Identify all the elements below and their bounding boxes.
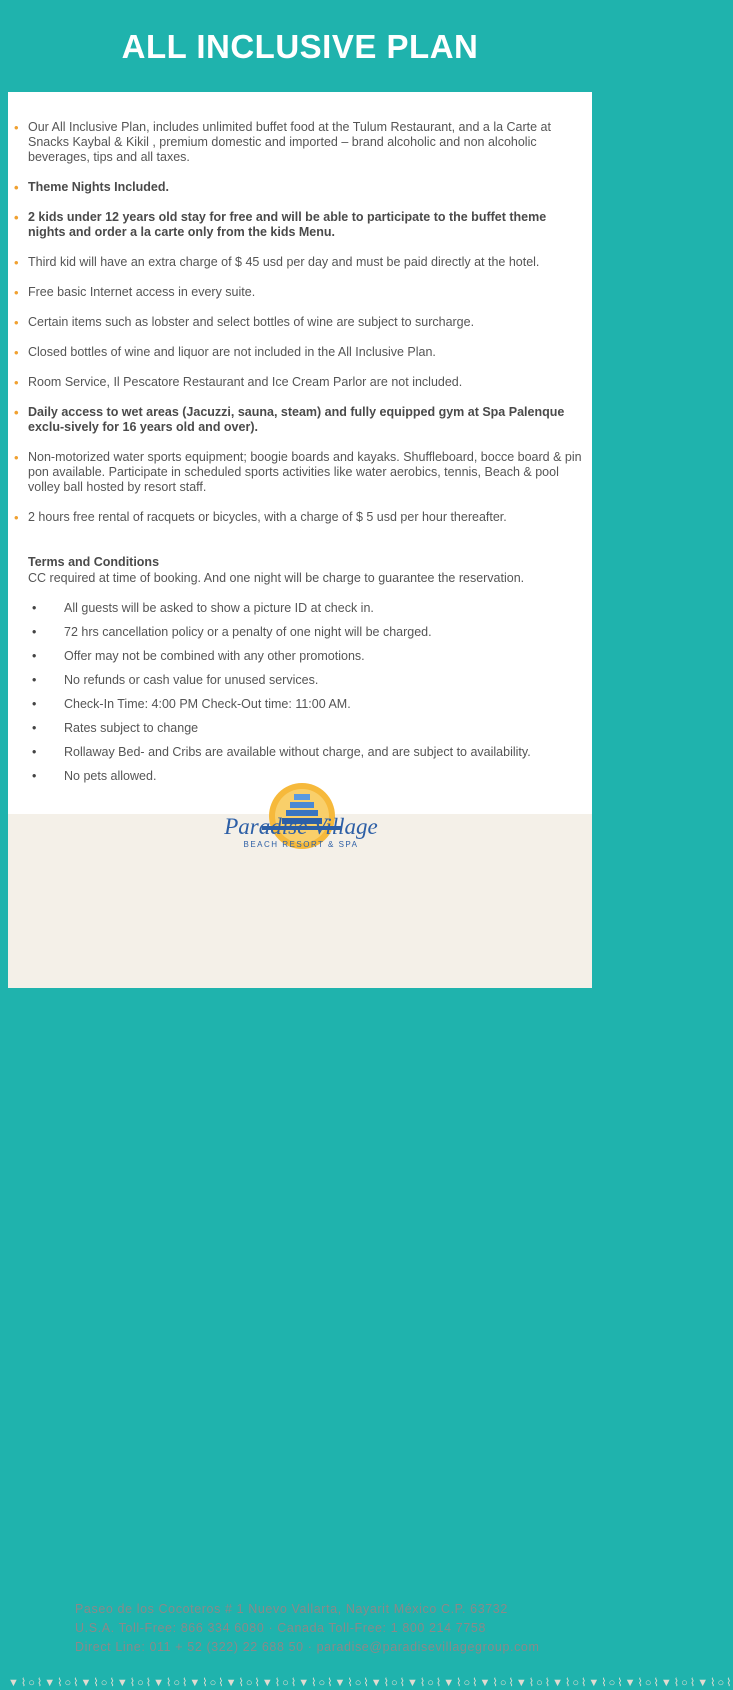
decorative-pattern: ▼⌇○⌇▼⌇○⌇▼⌇○⌇▼⌇○⌇▼⌇○⌇▼⌇○⌇▼⌇○⌇▼⌇○⌇▼⌇○⌇▼⌇○⌇▼⌇○⌇▼⌇○⌇▼⌇○⌇▼⌇○⌇▼⌇○⌇▼⌇○⌇▼⌇○⌇▼⌇○⌇▼⌇○⌇▼⌇○⌇	[8, 1677, 733, 1689]
plan-features-list	[8, 120, 592, 540]
bullet-icon: •	[14, 315, 19, 330]
direct-line: Direct Line: 011 + 52 (322) 22 688 50 · paradise@paradisevillagegroup.com	[75, 1640, 540, 1654]
plan-feature-item	[8, 345, 592, 360]
plan-feature-text: 2 kids under 12 years old stay for free and will be able to participate to the buffet theme nights and order a la carte only from the kids Menu.	[28, 210, 547, 239]
terms-item-text: Offer may not be combined with any other promotions.	[64, 649, 365, 663]
bullet-icon: •	[14, 510, 19, 525]
terms-item-text: Rollaway Bed- and Cribs are available without charge, and are subject to availability.	[64, 745, 531, 759]
bullet-icon: •	[32, 745, 37, 759]
plan-feature-item	[8, 510, 592, 525]
bullet-icon: •	[32, 649, 37, 663]
terms-item-text: No pets allowed.	[64, 769, 157, 783]
terms-item	[8, 744, 592, 768]
bullet-icon: •	[14, 180, 19, 195]
bullet-icon: •	[14, 210, 19, 225]
plan-feature-text: Room Service, Il Pescatore Restaurant and Ice Cream Parlor are not included.	[28, 375, 463, 389]
terms-item-text: 72 hrs cancellation policy or a penalty of one night will be charged.	[64, 625, 432, 639]
bullet-icon: •	[32, 721, 37, 735]
terms-intro: CC required at time of booking. And one night will be charge to guarantee the reservation.	[28, 571, 525, 585]
terms-section	[28, 554, 588, 586]
contact-block	[75, 1600, 585, 1657]
plan-feature-text: 2 hours free rental of racquets or bicycles, with a charge of $ 5 usd per hour thereafter.	[28, 510, 507, 524]
plan-feature-text: Daily access to wet areas (Jacuzzi, sauna, steam) and fully equipped gym at Spa Palenque exclu-sively for 16 years old and over).	[28, 405, 565, 434]
plan-feature-item	[8, 315, 592, 330]
terms-heading: Terms and Conditions	[28, 555, 160, 569]
terms-item	[8, 648, 592, 672]
bullet-icon: •	[14, 120, 19, 135]
bullet-icon: •	[14, 450, 19, 465]
bullet-icon: •	[14, 375, 19, 390]
terms-list	[8, 600, 592, 792]
terms-item	[8, 696, 592, 720]
terms-item	[8, 672, 592, 696]
plan-feature-item	[8, 375, 592, 390]
address-line: Paseo de los Cocoteros # 1 Nuevo Vallarta, Nayarit México C.P. 63732	[75, 1602, 508, 1616]
plan-feature-item	[8, 450, 592, 495]
terms-item-text: Check-In Time: 4:00 PM Check-Out time: 11:00 AM.	[64, 697, 351, 711]
bullet-icon: •	[14, 345, 19, 360]
brand-tagline: BEACH RESORT & SPA	[243, 840, 359, 849]
header-banner	[0, 0, 600, 92]
plan-feature-item	[8, 120, 592, 165]
bullet-icon: •	[32, 769, 37, 783]
bullet-icon: •	[14, 405, 19, 420]
plan-feature-text: Closed bottles of wine and liquor are not included in the All Inclusive Plan.	[28, 345, 436, 359]
page-title: ALL INCLUSIVE PLAN	[121, 28, 479, 65]
terms-item-text: Rates subject to change	[64, 721, 199, 735]
content-card	[8, 92, 733, 1689]
terms-item	[8, 720, 592, 744]
terms-item-text: No refunds or cash value for unused services.	[64, 673, 319, 687]
bullet-icon: •	[14, 255, 19, 270]
plan-feature-text: Free basic Internet access in every suite.	[28, 285, 256, 299]
plan-feature-item	[8, 255, 592, 270]
bullet-icon: •	[32, 601, 37, 615]
plan-feature-item	[8, 285, 592, 300]
bullet-icon: •	[32, 673, 37, 687]
plan-feature-text: Non-motorized water sports equipment; boogie boards and kayaks. Shuffleboard, bocce board & pin pon available. Participate in scheduled sports activities like water aerobics, tennis, Beach & pool volley ball hosted by resort staff.	[28, 450, 582, 494]
plan-feature-text: Certain items such as lobster and select bottles of wine are subject to surcharge.	[28, 315, 475, 329]
terms-item	[8, 600, 592, 624]
bullet-icon: •	[32, 625, 37, 639]
tollfree-line: U.S.A. Toll-Free: 866 334 6080 · Canada Toll-Free: 1 800 214 7758	[75, 1621, 486, 1635]
plan-feature-text: Theme Nights Included.	[28, 180, 169, 194]
plan-feature-item	[8, 210, 592, 240]
plan-feature-item	[8, 405, 592, 435]
bullet-icon: •	[14, 285, 19, 300]
bullet-icon: •	[32, 697, 37, 711]
plan-feature-item	[8, 180, 592, 195]
brand-name: Paradise Village	[224, 814, 378, 839]
plan-feature-text: Third kid will have an extra charge of $ 45 usd per day and must be paid directly at the hotel.	[28, 255, 540, 269]
terms-item	[8, 624, 592, 648]
terms-item-text: All guests will be asked to show a picture ID at check in.	[64, 601, 374, 615]
plan-feature-text: Our All Inclusive Plan, includes unlimited buffet food at the Tulum Restaurant, and a la Carte at Snacks Kaybal & Kikil , premium domestic and imported – brand alcoholic and non alcoholic beverages, tips and all taxes.	[28, 120, 551, 164]
